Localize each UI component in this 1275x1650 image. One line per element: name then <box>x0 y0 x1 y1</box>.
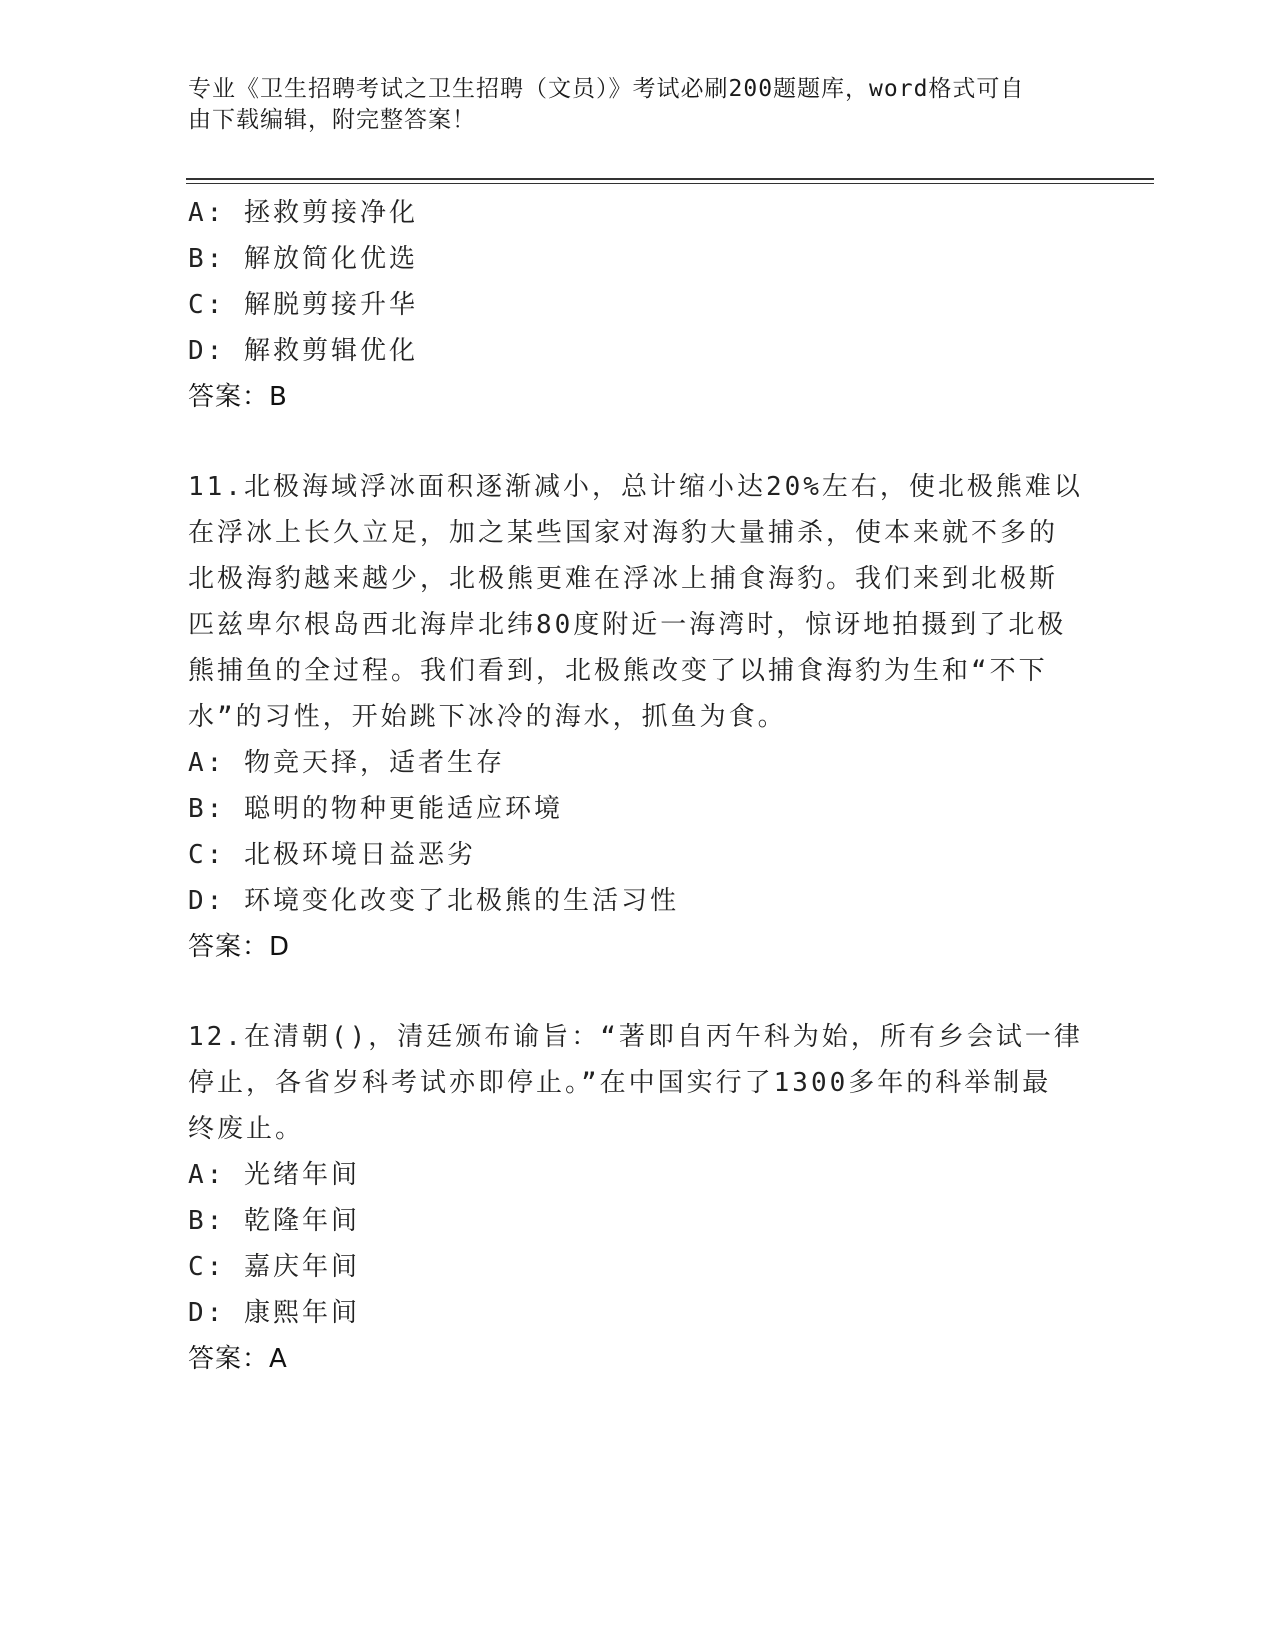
option-c: C: 北极环境日益恶劣 <box>188 840 476 870</box>
question-11 <box>188 464 1088 970</box>
option-d: D: 环境变化改变了北极熊的生活习性 <box>188 886 679 916</box>
stem-line: 匹兹卑尔根岛西北海岸北纬80度附近一海湾时，惊讶地拍摄到了北极 <box>188 610 1067 640</box>
stem-line: 在浮冰上长久立足，加之某些国家对海豹大量捕杀，使本来就不多的 <box>188 518 1059 548</box>
option-b: B: 解放简化优选 <box>188 244 418 274</box>
answer-line: 答案：B <box>188 382 288 412</box>
stem-line: 停止，各省岁科考试亦即停止。”在中国实行了1300多年的科举制最 <box>188 1068 1052 1098</box>
option-c: C: 解脱剪接升华 <box>188 290 418 320</box>
option-d: D: 解救剪辑优化 <box>188 336 418 366</box>
header-divider <box>186 178 1154 184</box>
header-line-2: 由下载编辑，附完整答案！ <box>188 107 476 133</box>
stem-line: 12.在清朝()，清廷颁布谕旨：“著即自丙午科为始，所有乡会试一律 <box>188 1022 1083 1052</box>
question-list <box>188 190 1088 1382</box>
answer-line: 答案：A <box>188 1344 288 1374</box>
document-header <box>188 74 1068 136</box>
option-d: D: 康熙年间 <box>188 1298 360 1328</box>
question-10 <box>188 190 1088 420</box>
spacer <box>188 420 1088 464</box>
option-b: B: 聪明的物种更能适应环境 <box>188 794 563 824</box>
question-stem <box>188 1014 1083 1152</box>
option-a: A: 拯救剪接净化 <box>188 198 418 228</box>
spacer <box>188 970 1088 1014</box>
stem-line: 北极海豹越来越少，北极熊更难在浮冰上捕食海豹。我们来到北极斯 <box>188 564 1059 594</box>
stem-line: 熊捕鱼的全过程。我们看到，北极熊改变了以捕食海豹为生和“不下 <box>188 656 1048 686</box>
option-a: A: 光绪年间 <box>188 1160 360 1190</box>
answer-line: 答案：D <box>188 932 291 962</box>
stem-line: 11.北极海域浮冰面积逐渐减小，总计缩小达20%左右，使北极熊难以 <box>188 472 1083 502</box>
header-line-1: 专业《卫生招聘考试之卫生招聘（文员）》考试必刷200题题库，word格式可自 <box>188 76 1025 102</box>
option-b: B: 乾隆年间 <box>188 1206 360 1236</box>
option-c: C: 嘉庆年间 <box>188 1252 360 1282</box>
question-stem <box>188 464 1083 740</box>
question-12 <box>188 1014 1088 1382</box>
stem-line: 水”的习性，开始跳下冰冷的海水，抓鱼为食。 <box>188 702 787 732</box>
stem-line: 终废止。 <box>188 1114 305 1144</box>
option-a: A: 物竞天择，适者生存 <box>188 748 505 778</box>
